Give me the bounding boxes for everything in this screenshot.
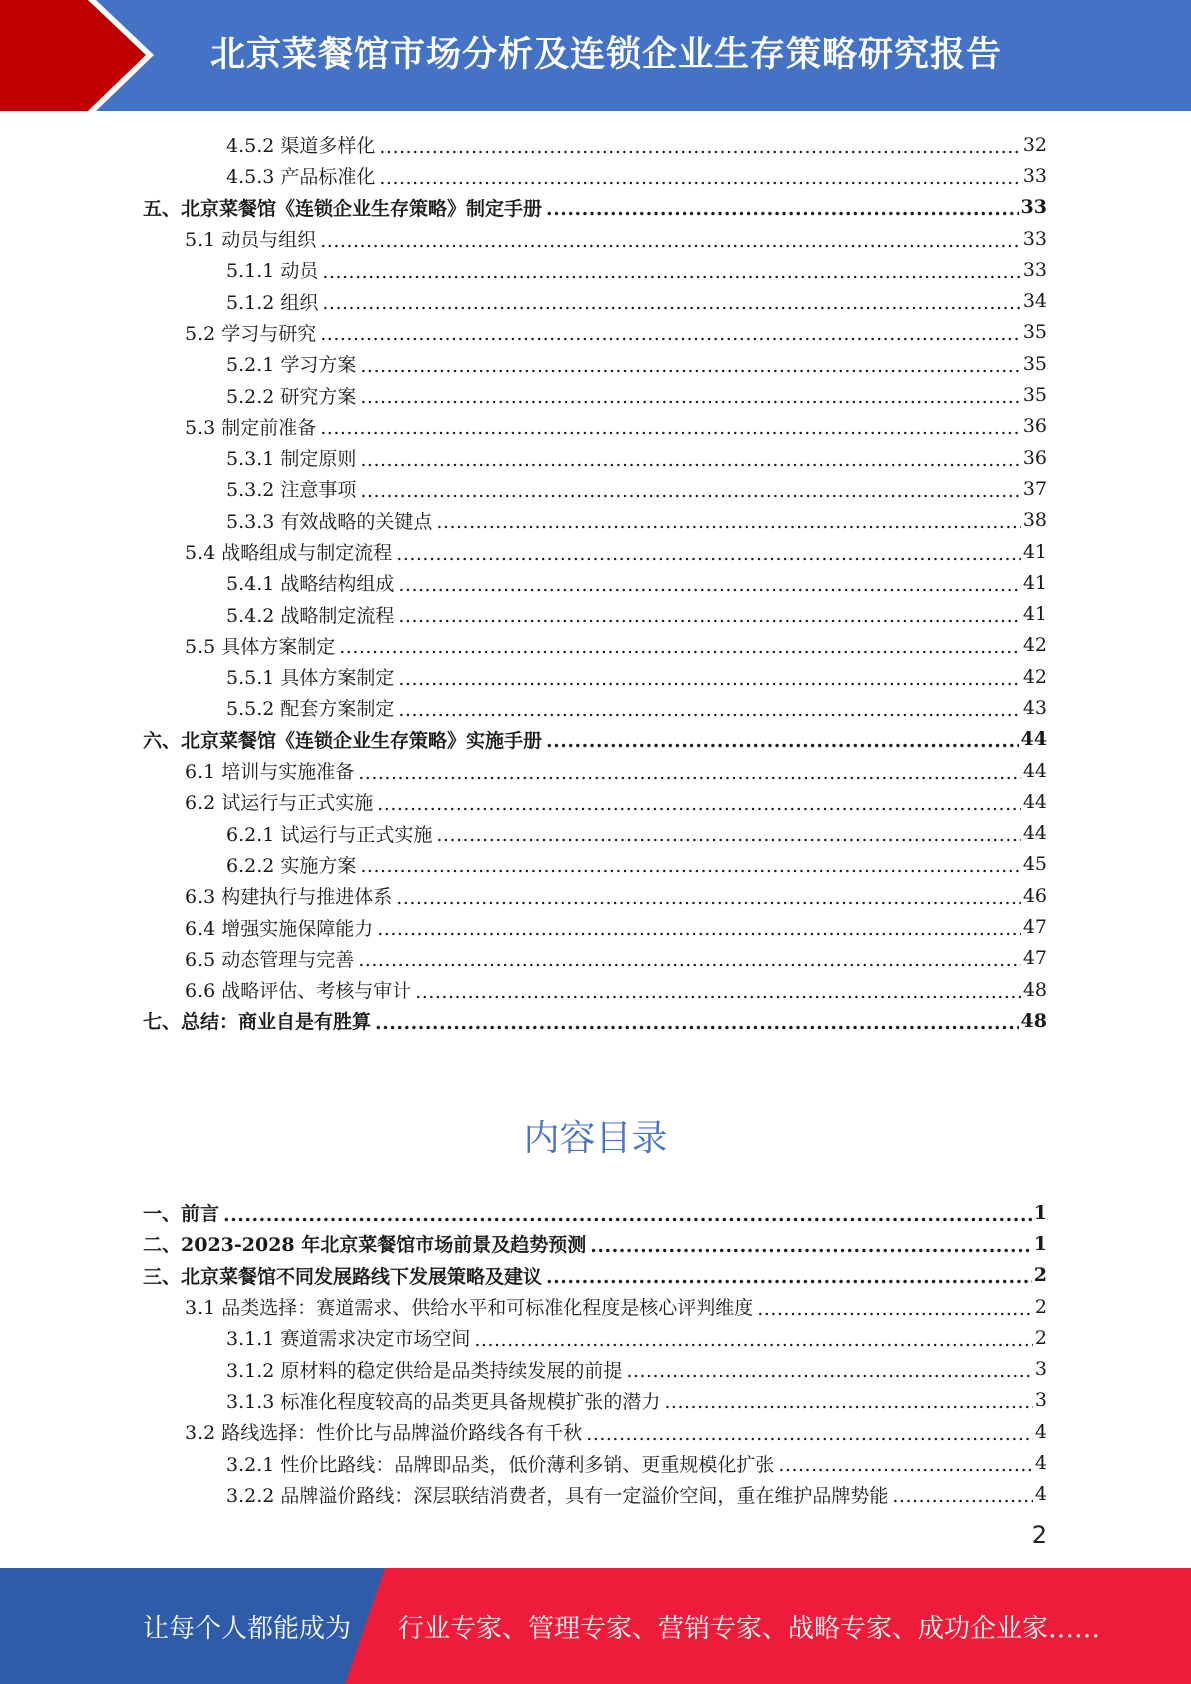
toc-entry-page: 2 [1034, 1295, 1047, 1318]
toc-leader-dots [664, 1391, 1033, 1413]
toc-entry[interactable] [143, 317, 1047, 348]
toc-entry[interactable] [143, 1228, 1047, 1259]
toc-leader-dots [360, 355, 1020, 377]
toc-entry-page: 36 [1022, 415, 1047, 438]
toc-entry-page: 35 [1022, 321, 1047, 344]
toc-leader-dots [339, 636, 1021, 658]
toc-entry-title: 5.1 动员与组织 [185, 225, 318, 252]
toc-leader-dots [358, 949, 1021, 971]
content-toc-heading: 内容目录 [523, 1118, 668, 1159]
toc-entry-page: 33 [1022, 258, 1047, 281]
toc-leader-dots [377, 793, 1021, 815]
toc-entry-title: 一、前言 [143, 1199, 221, 1226]
toc-entry[interactable] [143, 1416, 1047, 1447]
toc-leader-dots [626, 1360, 1033, 1382]
toc-leader-dots [320, 230, 1021, 252]
toc-entry-page: 33 [1022, 227, 1047, 250]
toc-entry-title: 5.1.2 组织 [226, 288, 320, 315]
toc-leader-dots [360, 855, 1020, 877]
toc-entry-title: 5.3 制定前准备 [185, 413, 318, 440]
toc-entry-title: 二、2023-2028 年北京菜餐馆市场前景及趋势预测 [143, 1230, 588, 1257]
toc-entry-title: 6.2 试运行与正式实施 [185, 788, 375, 815]
toc-leader-dots [436, 511, 1020, 533]
toc-entry-page: 3 [1034, 1358, 1047, 1381]
toc-entry[interactable] [143, 536, 1047, 567]
toc-entry[interactable] [143, 692, 1047, 723]
toc-entry[interactable] [143, 630, 1047, 661]
toc-leader-dots [322, 292, 1020, 314]
toc-entry-page: 44 [1022, 822, 1047, 845]
content-toc [143, 1197, 1047, 1510]
toc-entry[interactable] [143, 1385, 1047, 1416]
toc-entry[interactable] [143, 818, 1047, 849]
toc-entry-page: 4 [1034, 1452, 1047, 1475]
toc-leader-dots [398, 668, 1020, 690]
toc-entry-page: 42 [1022, 665, 1047, 688]
toc-entry-title: 5.3.3 有效战略的关键点 [226, 507, 434, 534]
toc-entry-title: 七、总结：商业自是有胜算 [143, 1007, 373, 1034]
toc-leader-dots [375, 1012, 1019, 1034]
toc-leader-dots [396, 543, 1021, 565]
toc-entry-page: 32 [1022, 133, 1047, 156]
toc-entry-page: 35 [1022, 384, 1047, 407]
toc-entry[interactable] [143, 974, 1047, 1005]
toc-entry-page: 33 [1022, 164, 1047, 187]
toc-entry-title: 五、北京菜餐馆《连锁企业生存策略》制定手册 [143, 194, 544, 221]
toc-leader-dots [398, 574, 1020, 596]
toc-entry[interactable] [143, 786, 1047, 817]
toc-leader-dots [415, 981, 1021, 1003]
toc-entry-page: 4 [1034, 1483, 1047, 1506]
page-footer [0, 1568, 1191, 1684]
toc-entry-page: 34 [1022, 290, 1047, 313]
toc-leader-dots [546, 730, 1019, 752]
toc-leader-dots [778, 1454, 1033, 1476]
toc-entry-title: 4.5.2 渠道多样化 [226, 131, 377, 158]
toc-entry-title: 5.2 学习与研究 [185, 319, 318, 346]
toc-entry[interactable] [143, 473, 1047, 504]
toc-entry-page: 48 [1022, 978, 1047, 1001]
toc-continued [143, 129, 1047, 1037]
toc-entry-title: 六、北京菜餐馆《连锁企业生存策略》实施手册 [143, 726, 544, 753]
toc-entry-title: 3.2.2 品牌溢价路线：深层联结消费者，具有一定溢价空间，重在维护品牌势能 [226, 1481, 890, 1508]
toc-entry-page: 44 [1022, 790, 1047, 813]
toc-entry-page: 46 [1022, 884, 1047, 907]
toc-entry[interactable] [143, 348, 1047, 379]
toc-leader-dots [892, 1485, 1033, 1507]
toc-entry-title: 三、北京菜餐馆不同发展路线下发展策略及建议 [143, 1262, 544, 1289]
toc-entry-page: 4 [1034, 1420, 1047, 1443]
toc-leader-dots [546, 1266, 1032, 1288]
toc-entry[interactable] [143, 160, 1047, 191]
toc-leader-dots [379, 136, 1020, 158]
report-title: 北京菜餐馆市场分析及连锁企业生存策略研究报告 [210, 35, 1003, 75]
toc-entry-title: 6.3 构建执行与推进体系 [185, 882, 394, 909]
toc-leader-dots [398, 605, 1020, 627]
toc-leader-dots [586, 1423, 1033, 1445]
toc-entry-page: 1 [1033, 1232, 1047, 1255]
toc-leader-dots [398, 699, 1020, 721]
toc-entry[interactable] [143, 254, 1047, 285]
toc-entry-title: 6.1 培训与实施准备 [185, 757, 356, 784]
toc-entry-title: 3.1 品类选择：赛道需求、供给水平和可标准化程度是核心评判维度 [185, 1293, 755, 1320]
toc-entry[interactable] [143, 1479, 1047, 1510]
toc-entry[interactable] [143, 1291, 1047, 1322]
toc-entry-page: 41 [1022, 603, 1047, 626]
header-arrow-decoration [0, 0, 200, 111]
toc-entry[interactable] [143, 943, 1047, 974]
toc-entry-title: 3.1.1 赛道需求决定市场空间 [226, 1324, 472, 1351]
toc-entry-title: 5.4.1 战略结构组成 [226, 569, 396, 596]
toc-entry-page: 42 [1022, 634, 1047, 657]
page-number: 2 [1031, 1521, 1047, 1549]
toc-entry-page: 43 [1022, 696, 1047, 719]
toc-entry[interactable] [143, 1322, 1047, 1353]
toc-leader-dots [360, 449, 1020, 471]
toc-entry[interactable] [143, 661, 1047, 692]
toc-entry-title: 5.4 战略组成与制定流程 [185, 538, 394, 565]
toc-entry-page: 47 [1022, 947, 1047, 970]
toc-leader-dots [320, 323, 1021, 345]
toc-entry-title: 6.2.1 试运行与正式实施 [226, 820, 434, 847]
toc-leader-dots [546, 198, 1019, 220]
toc-entry[interactable] [143, 192, 1047, 223]
toc-entry[interactable] [143, 379, 1047, 410]
toc-entry-page: 48 [1020, 1009, 1047, 1032]
toc-entry-title: 3.2 路线选择：性价比与品牌溢价路线各有千秋 [185, 1418, 584, 1445]
toc-entry-title: 6.2.2 实施方案 [226, 851, 358, 878]
toc-leader-dots [360, 386, 1020, 408]
toc-entry[interactable] [143, 411, 1047, 442]
toc-entry[interactable] [143, 911, 1047, 942]
toc-entry-page: 1 [1033, 1201, 1047, 1224]
toc-entry-page: 36 [1022, 446, 1047, 469]
toc-entry-title: 5.5 具体方案制定 [185, 632, 337, 659]
toc-entry[interactable] [143, 1260, 1047, 1291]
toc-entry-page: 47 [1022, 916, 1047, 939]
toc-entry-title: 6.6 战略评估、考核与审计 [185, 976, 413, 1003]
toc-entry-title: 6.4 增强实施保障能力 [185, 914, 375, 941]
toc-entry-page: 44 [1022, 759, 1047, 782]
toc-leader-dots [377, 918, 1021, 940]
toc-entry[interactable] [143, 755, 1047, 786]
toc-leader-dots [436, 824, 1020, 846]
toc-leader-dots [379, 167, 1020, 189]
toc-entry[interactable] [143, 598, 1047, 629]
toc-entry-title: 4.5.3 产品标准化 [226, 162, 377, 189]
toc-entry[interactable] [143, 724, 1047, 755]
toc-entry[interactable] [143, 223, 1047, 254]
toc-entry-page: 38 [1022, 509, 1047, 532]
toc-entry-page: 33 [1020, 196, 1047, 219]
toc-entry-title: 5.4.2 战略制定流程 [226, 601, 396, 628]
toc-entry-page: 37 [1022, 477, 1047, 500]
toc-leader-dots [322, 261, 1020, 283]
toc-entry-title: 5.3.1 制定原则 [226, 444, 358, 471]
toc-entry-title: 5.2.1 学习方案 [226, 350, 358, 377]
toc-leader-dots [320, 417, 1021, 439]
toc-leader-dots [757, 1298, 1033, 1320]
toc-entry[interactable] [143, 129, 1047, 160]
toc-entry-page: 35 [1022, 352, 1047, 375]
toc-entry-page: 45 [1022, 853, 1047, 876]
toc-entry-page: 41 [1022, 571, 1047, 594]
toc-entry[interactable] [143, 1197, 1047, 1228]
footer-slogan-left: 让每个人都能成为 [143, 1614, 352, 1644]
toc-leader-dots [590, 1235, 1032, 1257]
toc-entry-page: 2 [1033, 1264, 1047, 1287]
toc-entry-title: 5.3.2 注意事项 [226, 475, 358, 502]
toc-entry-title: 5.1.1 动员 [226, 256, 320, 283]
toc-entry-page: 41 [1022, 540, 1047, 563]
toc-leader-dots [396, 887, 1021, 909]
toc-leader-dots [223, 1204, 1032, 1226]
toc-entry-title: 5.5.2 配套方案制定 [226, 694, 396, 721]
toc-entry-page: 44 [1020, 728, 1047, 751]
toc-entry[interactable] [143, 1353, 1047, 1384]
toc-entry-title: 5.2.2 研究方案 [226, 382, 358, 409]
toc-entry[interactable] [143, 442, 1047, 473]
toc-leader-dots [360, 480, 1020, 502]
toc-entry[interactable] [143, 880, 1047, 911]
page-header [0, 0, 1191, 111]
toc-entry[interactable] [143, 567, 1047, 598]
toc-entry-title: 3.1.3 标准化程度较高的品类更具备规模扩张的潜力 [226, 1387, 662, 1414]
toc-entry[interactable] [143, 1447, 1047, 1478]
toc-entry[interactable] [143, 1005, 1047, 1036]
toc-entry[interactable] [143, 285, 1047, 316]
toc-entry-title: 5.5.1 具体方案制定 [226, 663, 396, 690]
footer-slogan-right: 行业专家、管理专家、营销专家、战略专家、成功企业家…… [398, 1614, 1101, 1644]
toc-entry-page: 3 [1034, 1389, 1047, 1412]
toc-entry-page: 2 [1034, 1326, 1047, 1349]
toc-entry-title: 6.5 动态管理与完善 [185, 945, 356, 972]
toc-entry[interactable] [143, 849, 1047, 880]
toc-entry[interactable] [143, 505, 1047, 536]
toc-entry-title: 3.2.1 性价比路线：品牌即品类，低价薄利多销、更重规模化扩张 [226, 1450, 776, 1477]
toc-entry-title: 3.1.2 原材料的稳定供给是品类持续发展的前提 [226, 1356, 624, 1383]
toc-leader-dots [358, 762, 1021, 784]
toc-leader-dots [474, 1329, 1033, 1351]
